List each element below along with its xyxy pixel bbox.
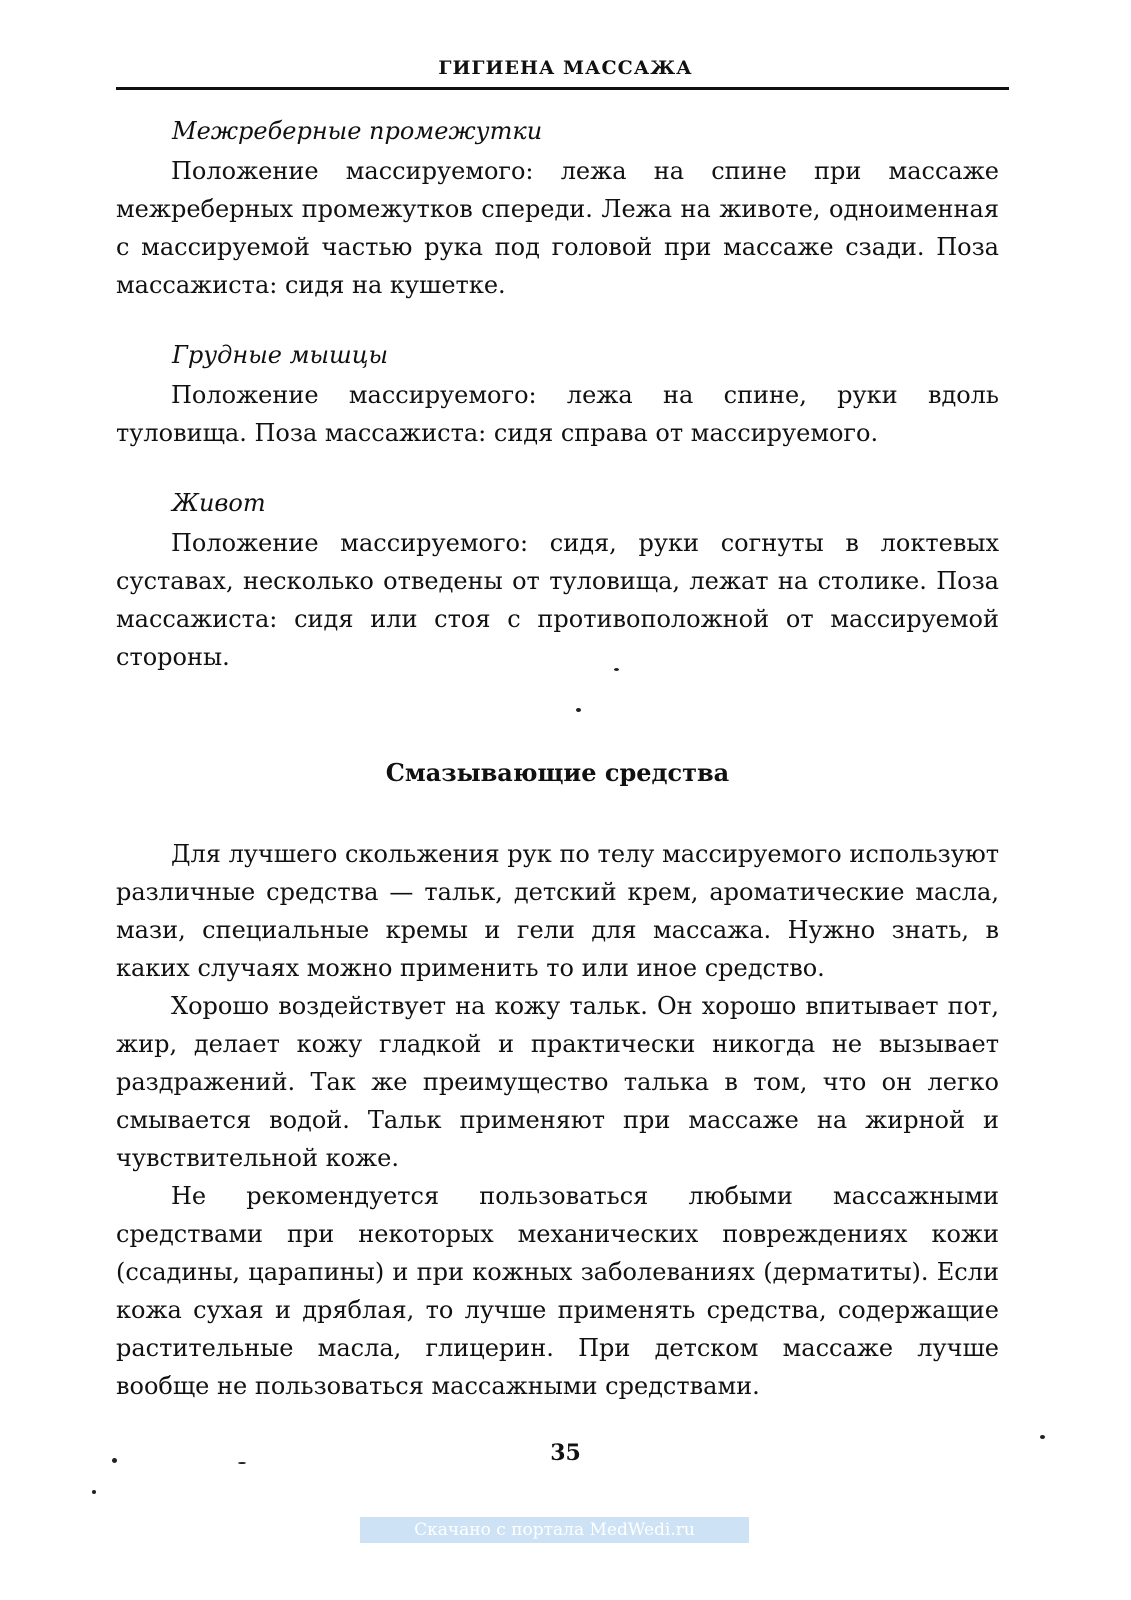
download-watermark: Скачано с портала MedWedi.ru <box>360 1517 749 1543</box>
section-title: Грудные мышцы <box>172 341 389 369</box>
scan-speck <box>614 668 619 671</box>
paragraph: Хорошо воздействует на кожу тальк. Он хорошо впитывает пот, жир, делает кожу гладкой и практически никогда не вызывает раздражений. Так же преимущество талька в том, что он легко смывается водой. Тальк применяют при массаже на жирной и чувствительной коже. <box>116 992 999 1172</box>
lubricants-body <box>116 835 999 1405</box>
paragraph: Для лучшего скольжения рук по телу массируемого используют различные средства — тальк, детский крем, ароматические масла, мази, специальные кремы и гели для массажа. Нужно знать, в каких случаях можно применить то или иное средство. <box>116 840 999 982</box>
section-title: Живот <box>172 489 266 517</box>
scan-speck <box>112 1458 117 1463</box>
section-title: Межреберные промежутки <box>172 117 543 145</box>
paragraph: Положение массируемого: сидя, руки согнуты в локтевых суставах, несколько отведены от туловища, лежат на столике. Поза массажиста: сидя или стоя с противоположной от массируемой стороны. <box>116 529 999 671</box>
paragraph: Положение массируемого: лежа на спине, руки вдоль туловища. Поза массажиста: сидя справа от массируемого. <box>116 381 999 447</box>
scan-speck <box>1040 1435 1045 1439</box>
main-heading: Смазывающие средства <box>385 758 730 787</box>
page-number: 35 <box>550 1440 581 1466</box>
running-head: ГИГИЕНА МАССАЖА <box>438 57 693 79</box>
section-abdomen <box>116 484 999 676</box>
page-content <box>116 112 999 1405</box>
paragraph: Положение массируемого: лежа на спине при массаже межреберных промежутков спереди. Лежа на животе, одноименная с массируемой частью рука под головой при массаже сзади. Поза массажиста: сидя на кушетке. <box>116 157 999 299</box>
section-chest-muscles <box>116 336 999 452</box>
paragraph: Не рекомендуется пользоваться любыми массажными средствами при некоторых механических повреждениях кожи (ссадины, царапины) и при кожных заболеваниях (дерматиты). Если кожа сухая и дряблая, то лучше применять средства, содержащие растительные масла, глицерин. При детском массаже лучше вообще не пользоваться массажными средствами. <box>116 1182 999 1400</box>
header-rule <box>116 87 1009 90</box>
scan-speck <box>576 708 581 712</box>
scan-speck <box>92 1490 96 1494</box>
section-intercostal <box>116 112 999 304</box>
scan-speck <box>238 1462 246 1464</box>
